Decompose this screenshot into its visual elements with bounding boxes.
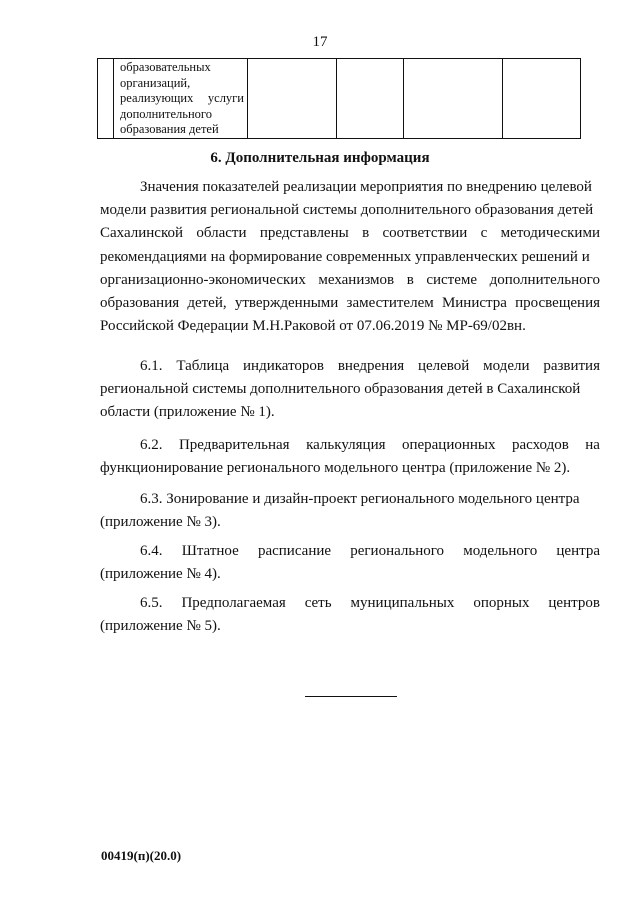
text-line: (приложение № 4).	[100, 566, 221, 583]
text-line: организационно-экономических механизмов в системе дополнительного	[100, 271, 600, 288]
text-line: области (приложение № 1).	[100, 404, 275, 421]
table-cell-description	[114, 59, 248, 139]
table-cell	[248, 59, 337, 139]
text-line: рекомендациями на формирование современных управленческих решений и	[100, 248, 590, 265]
table-row	[98, 59, 581, 139]
text-line: (приложение № 5).	[100, 618, 221, 635]
paragraph-6-2	[100, 434, 600, 480]
text-line: Значения показателей реализации мероприятия по внедрению целевой	[140, 179, 592, 195]
cell-line: организаций,	[120, 75, 191, 90]
cell-line	[120, 91, 244, 107]
cell-text	[114, 59, 247, 138]
text-line: 6.4. Штатное расписание регионального модельного центра	[140, 543, 600, 559]
text-line: образования детей, утвержденными заместителем Министра просвещения	[100, 295, 600, 312]
cell-line: образовательных	[120, 60, 211, 74]
text-line: 6.5. Предполагаемая сеть муниципальных опорных центров	[140, 595, 600, 611]
document-code: 00419(п)(20.0)	[101, 848, 182, 863]
text-line: Сахалинской области представлены в соответствии с методическими	[100, 225, 600, 242]
text-line: 6.3. Зонирование и дизайн-проект регионального модельного центра	[140, 491, 580, 507]
text-line: функционирование регионального модельного центра (приложение № 2).	[100, 460, 571, 477]
paragraph-6-5	[100, 592, 600, 638]
paragraph-intro	[100, 176, 600, 338]
paragraph-6-1	[100, 355, 600, 425]
page-number: 17	[312, 34, 328, 50]
text-line: Российской Федерации М.Н.Раковой от 07.06.2019 № МР-69/02вн.	[100, 318, 526, 335]
cell-line: образования детей	[120, 122, 219, 136]
table-cell	[337, 59, 404, 139]
cell-word: услуги	[207, 91, 244, 105]
table-cell	[503, 59, 581, 139]
text-line: (приложение № 3).	[100, 514, 221, 531]
paragraph-6-4	[100, 540, 600, 586]
text-line: 6.1. Таблица индикаторов внедрения целевой модели развития	[140, 358, 600, 374]
text-line: региональной системы дополнительного образования детей в Сахалинской	[100, 381, 581, 398]
cell-word: реализующих	[120, 91, 194, 105]
paragraph-6-3	[100, 488, 600, 534]
text-line: модели развития региональной системы дополнительного образования детей	[100, 202, 594, 219]
section-title: 6. Дополнительная информация	[210, 150, 430, 166]
table-cell	[98, 59, 114, 139]
end-divider	[305, 696, 397, 697]
continuation-table	[97, 58, 581, 139]
text-line: 6.2. Предварительная калькуляция операционных расходов на	[140, 437, 600, 453]
table-cell	[404, 59, 503, 139]
cell-line: дополнительного	[120, 106, 212, 121]
